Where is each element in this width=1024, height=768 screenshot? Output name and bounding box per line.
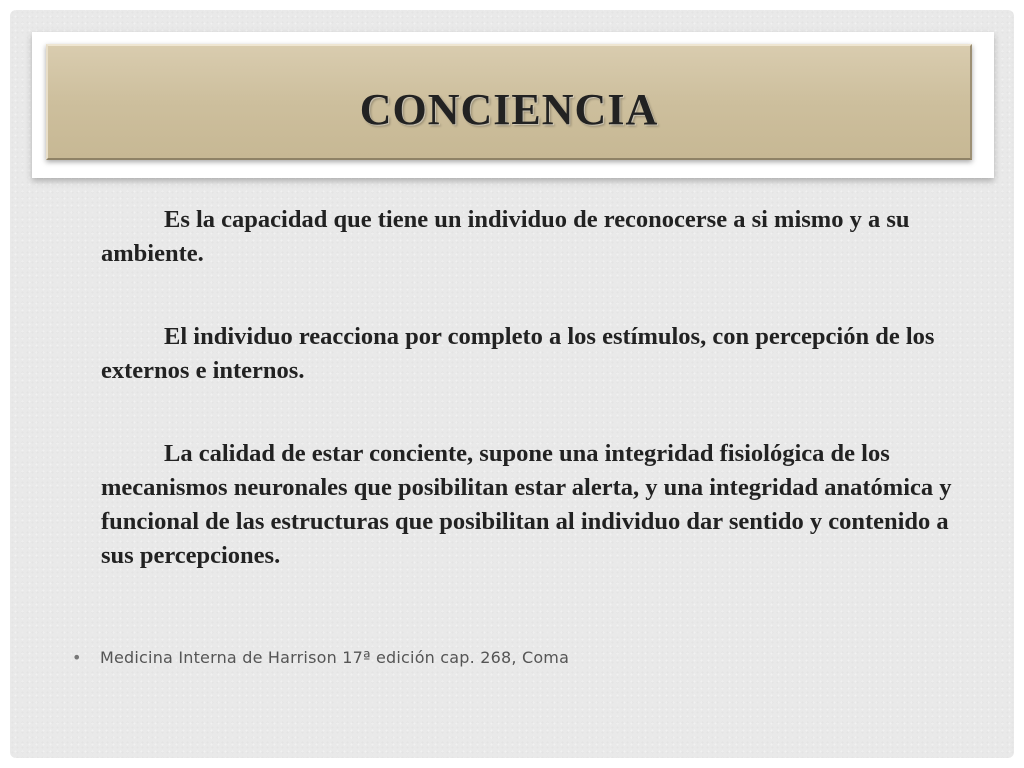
slide-title: CONCIENCIA [359,85,659,134]
paragraph-quality: La calidad de estar conciente, supone una integridad fisiológica de los mecanismos neuronales que posibilitan estar alerta, y una integridad anatómica y funcional de las estructuras que posibilitan al individuo dar sentido y contenido a sus percepciones. [101,440,952,569]
slide [10,10,1014,758]
reference-item [72,648,569,667]
slide-body [101,203,961,573]
title-frame [32,32,994,178]
paragraph-definition: Es la capacidad que tiene un individuo de reconocerse a si mismo y a su ambiente. [101,206,910,267]
reference-text: Medicina Interna de Harrison 17ª edición cap. 268, Coma [100,648,570,667]
paragraph-reaction: El individuo reacciona por completo a los estímulos, con percepción de los externos e internos. [101,323,935,384]
title-bar [46,44,972,160]
bullet-icon: • [72,648,82,667]
